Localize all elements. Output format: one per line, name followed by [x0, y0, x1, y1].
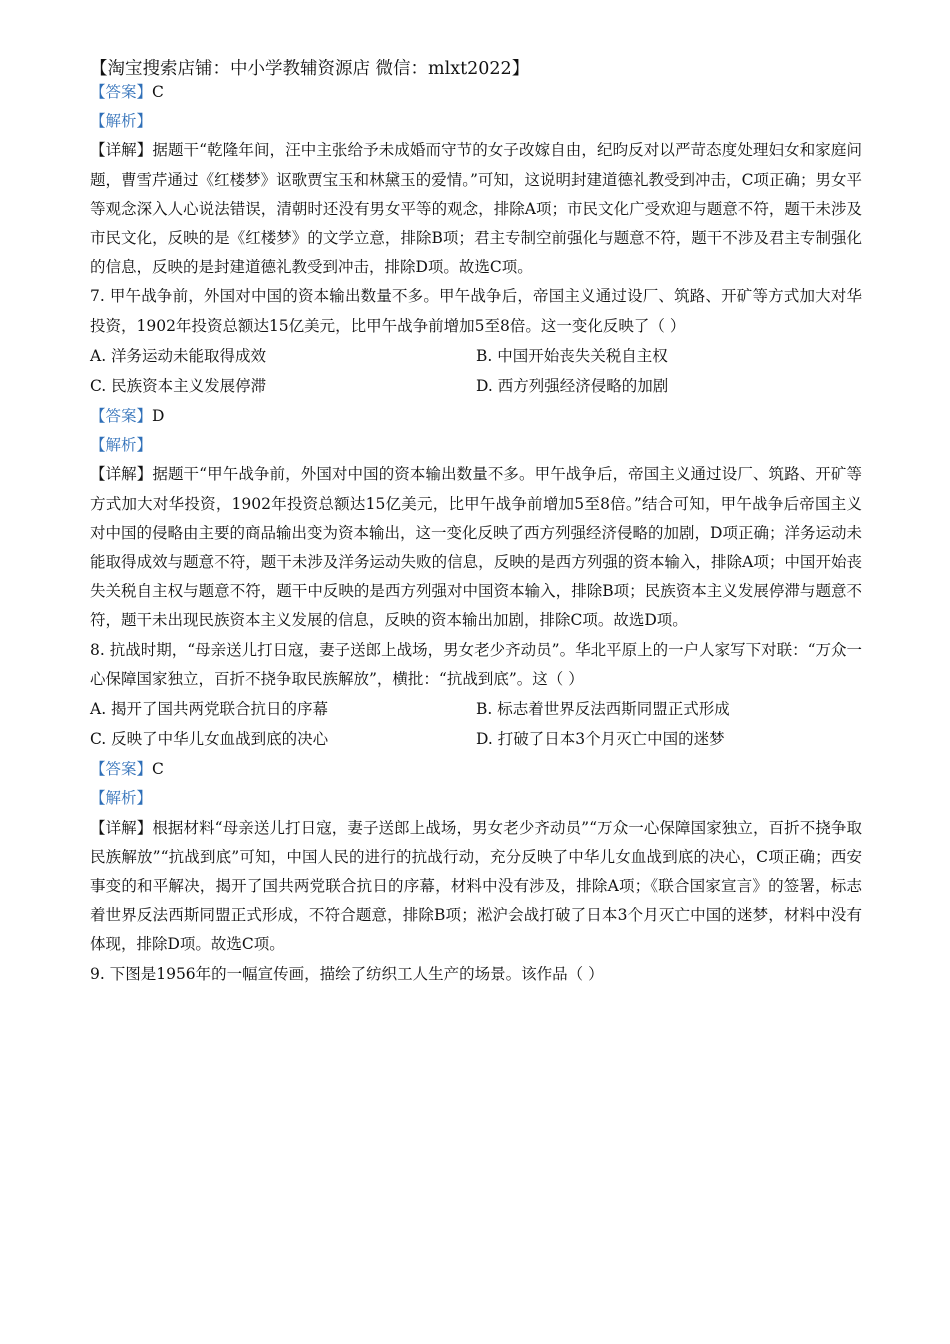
q8-options-row-1 [90, 694, 862, 725]
q6-answer-line [90, 78, 862, 107]
detail-text: 据题干“乾隆年间，汪中主张给予未成婚而守节的女子改嫁自由，纪昀反对以严苛态度处理妇女和家庭问题，曹雪芹通过《红楼梦》讴歌贾宝玉和林黛玉的爱情。”可知，这说明封建道德礼教受到冲击，C项正确；男女平等观念深入人心说法错误，清朝时还没有男女平等的观念，排除A项；市民文化广受欢迎与题意不符，题干未涉及市民文化，反映的是《红楼梦》的文学立意，排除B项；君主专制空前强化与题意不符，题干不涉及君主专制强化的信息，反映的是封建道德礼教受到冲击，排除D项。故选C项。 [90, 141, 862, 277]
detail-text: 根据材料“母亲送儿打日寇，妻子送郎上战场，男女老少齐动员”“万众一心保障国家独立，百折不挠争取民族解放”“抗战到底”可知，中国人民的进行的抗战行动，充分反映了中华儿女血战到底的决心，C项正确；西安事变的和平解决，揭开了国共两党联合抗日的序幕，材料中没有涉及，排除A项；《联合国家宣言》的签署，标志着世界反法西斯同盟正式形成，不符合题意，排除B项；淞沪会战打破了日本3个月灭亡中国的迷梦，材料中没有体现，排除D项。故选C项。 [90, 818, 862, 954]
detail-tag: 【详解】 [90, 465, 153, 484]
detail-text: 据题干“甲午战争前，外国对中国的资本输出数量不多。甲午战争后，帝国主义通过设厂、筑路、开矿等方式加大对华投资，1902年投资总额达15亿美元，比甲午战争前增加5至8倍。”结合可知，甲午战争后帝国主义对中国的侵略由主要的商品输出变为资本输出，这一变化反映了西方列强经济侵略的加剧，D项正确；洋务运动未能取得成效与题意不符，题干未涉及洋务运动失败的信息，反映的是西方列强的资本输入，排除A项；中国开始丧失关税自主权与题意不符，题干中反映的是西方列强对中国资本输入，排除B项；民族资本主义发展停滞与题意不符，题干未出现民族资本主义发展的信息，反映的资本输出加剧，排除C项。故选D项。 [90, 465, 862, 630]
q7-stem: 7. 甲午战争前，外国对中国的资本输出数量不多。甲午战争后，帝国主义通过设厂、筑路、开矿等方式加大对华投资，1902年投资总额达15亿美元，比甲午战争前增加5至8倍。这一变化反映了（ ） [90, 287, 862, 335]
answer-value: C [152, 83, 164, 101]
answer-tag: 【答案】 [90, 760, 153, 779]
q7-option-c: C. 民族资本主义发展停滞 [90, 377, 267, 396]
q8-options-row-2 [90, 725, 862, 756]
q9-stem: 9. 下图是1956年的一幅宣传画，描绘了纺织工人生产的场景。该作品（ ） [90, 964, 604, 983]
q6-analysis-line [90, 107, 862, 136]
q8-option-a: A. 揭开了国共两党联合抗日的序幕 [90, 699, 329, 718]
analysis-tag: 【解析】 [90, 112, 153, 131]
q7-answer-line [90, 402, 862, 431]
q8-analysis-line [90, 784, 862, 813]
q7-options-row-1 [90, 341, 862, 372]
q7-detail [90, 460, 862, 635]
q8-stem: 8. 抗战时期，“母亲送儿打日寇，妻子送郎上战场，男女老少齐动员”。华北平原上的一户人家写下对联：“万众一心保障国家独立，百折不挠争取民族解放”，横批：“抗战到底”。这（ ） [90, 640, 862, 688]
q8-option-c: C. 反映了中华儿女血战到底的决心 [90, 730, 329, 749]
analysis-tag: 【解析】 [90, 789, 153, 808]
detail-tag: 【详解】 [90, 818, 153, 837]
answer-value: C [152, 760, 164, 779]
q6-detail [90, 136, 862, 282]
q8-answer-line [90, 755, 862, 784]
answer-value: D [152, 407, 165, 426]
answer-tag: 【答案】 [90, 83, 153, 101]
q8-option-b: B. 标志着世界反法西斯同盟正式形成 [476, 699, 730, 718]
q8-option-d: D. 打破了日本3个月灭亡中国的迷梦 [476, 730, 725, 749]
page-header: 【淘宝搜索店铺：中小学教辅资源店 微信：mlxt2022】 [90, 59, 530, 79]
q7-analysis-line [90, 431, 862, 460]
detail-tag: 【详解】 [90, 141, 153, 160]
analysis-tag: 【解析】 [90, 436, 153, 455]
answer-tag: 【答案】 [90, 407, 153, 426]
document-content [90, 78, 862, 989]
q7-option-a: A. 洋务运动未能取得成效 [90, 346, 267, 365]
q7-options-row-2 [90, 371, 862, 402]
q7-option-b: B. 中国开始丧失关税自主权 [476, 346, 668, 365]
q8-detail [90, 814, 862, 960]
q7-option-d: D. 西方列强经济侵略的加剧 [476, 377, 669, 396]
